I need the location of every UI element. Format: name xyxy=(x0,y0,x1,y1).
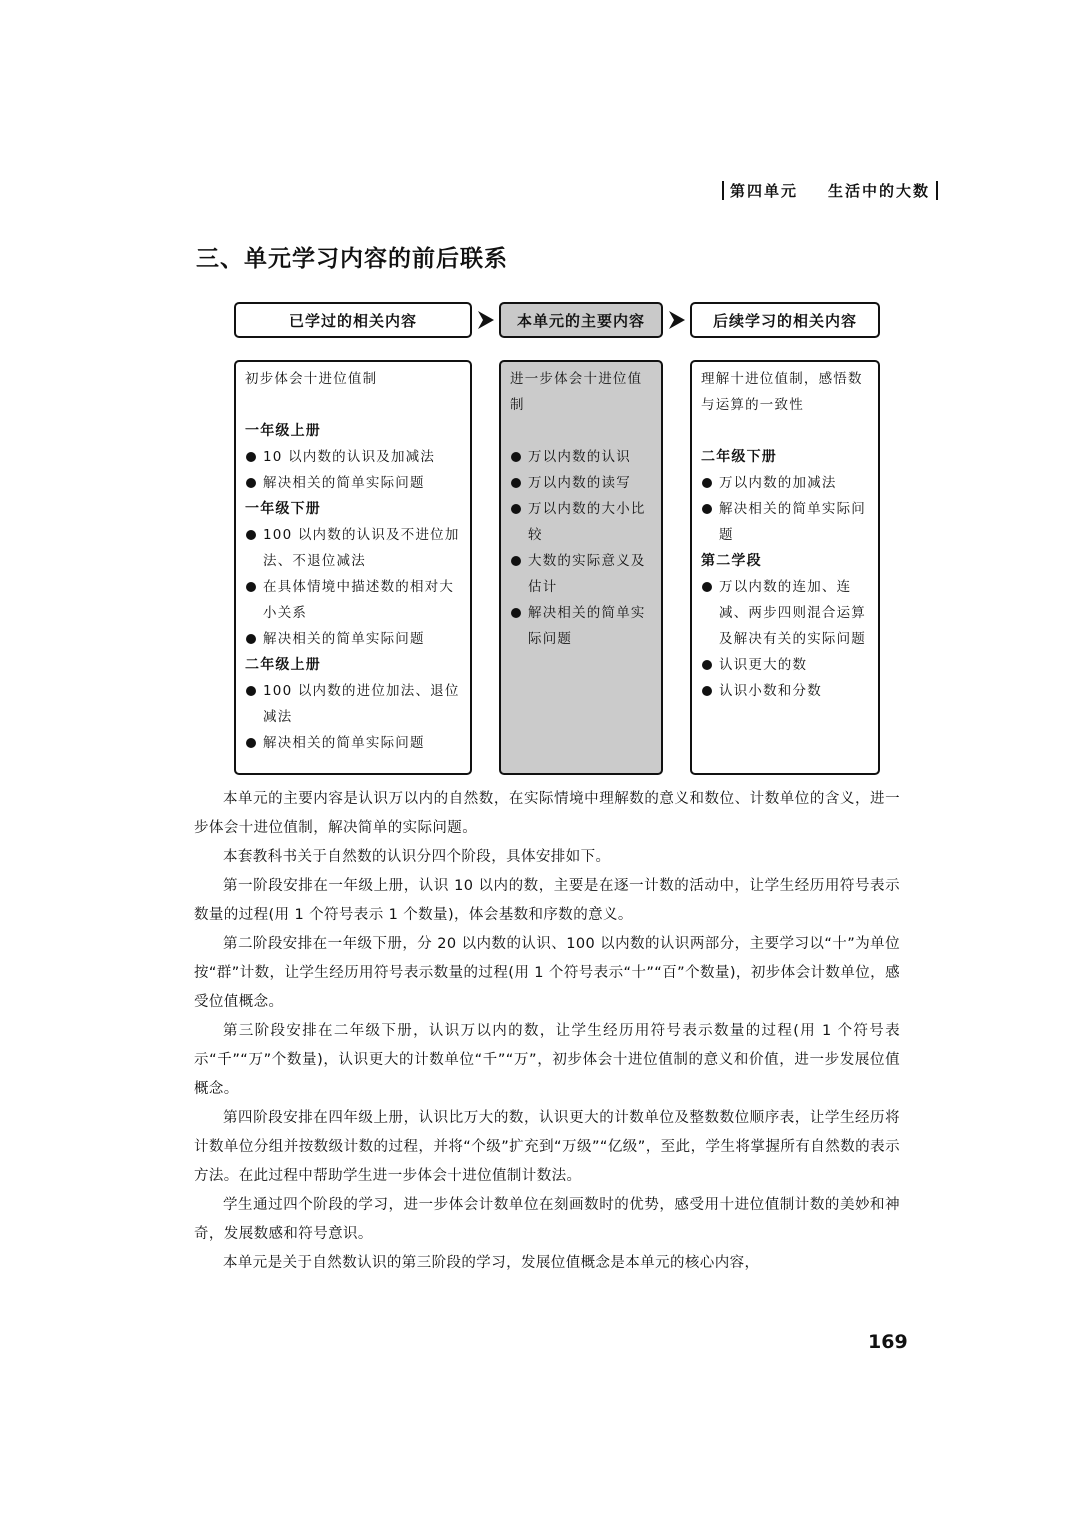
header-box-prior: 已学过的相关内容 xyxy=(234,302,472,338)
grade-heading: 二年级下册 xyxy=(701,449,777,465)
column-future xyxy=(690,360,880,775)
header-box-future: 后续学习的相关内容 xyxy=(690,302,880,338)
paragraph: 第四阶段安排在四年级上册，认识比万大的数，认识更大的计数单位及整数数位顺序表，让学生经历将计数单位分组并按数级计数的过程，并将“个级”扩充到“万级”“亿级”，至此，学生将掌握所有自然数的表示方法。在此过程中帮助学生进一步体会十进位值制计数法。 xyxy=(194,1110,900,1184)
column-list xyxy=(245,418,462,756)
list-item: 大数的实际意义及估计 xyxy=(510,548,653,600)
bullet-icon xyxy=(246,530,256,540)
grade-heading: 一年级上册 xyxy=(245,423,321,439)
bullet-icon xyxy=(246,582,256,592)
column-list xyxy=(510,444,653,652)
list-item: 10 以内数的认识及加减法 xyxy=(245,444,462,470)
list-item: 万以内数的认识 xyxy=(510,444,653,470)
list-item: 100 以内数的进位加法、退位减法 xyxy=(245,678,462,730)
bullet-icon xyxy=(246,452,256,462)
list-item: 解决相关的简单实际问题 xyxy=(245,470,462,496)
list-item: 认识更大的数 xyxy=(701,652,870,678)
bullet-icon xyxy=(511,504,521,514)
paragraph: 第二阶段安排在一年级下册，分 20 以内数的认识、100 以内数的认识两部分，主要学习以“十”为单位按“群”计数，让学生经历用符号表示数量的过程(用 1 个符号表示“十”“百”个数量)，初步体会计数单位，感受位值概念。 xyxy=(194,936,900,1010)
list-item: 万以内数的连加、连减、两步四则混合运算及解决有关的实际问题 xyxy=(701,574,870,652)
paragraph: 本单元的主要内容是认识万以内的自然数，在实际情境中理解数的意义和数位、计数单位的含义，进一步体会十进位值制，解决简单的实际问题。 xyxy=(194,791,900,836)
running-head-title: 生活中的大数 xyxy=(828,182,931,200)
running-head-right-rule xyxy=(936,181,938,200)
bullet-icon xyxy=(702,478,712,488)
list-item: 万以内数的大小比较 xyxy=(510,496,653,548)
section-title: 三、单元学习内容的前后联系 xyxy=(196,246,508,272)
body-text xyxy=(194,785,900,1278)
running-head-unit: 第四单元 xyxy=(730,182,799,200)
bullet-icon xyxy=(246,478,256,488)
grade-heading: 二年级上册 xyxy=(245,657,321,673)
bullet-icon xyxy=(511,478,521,488)
bullet-icon xyxy=(702,582,712,592)
paragraph: 本套教科书关于自然数的认识分四个阶段，具体安排如下。 xyxy=(223,849,611,865)
list-item: 解决相关的简单实际问题 xyxy=(245,730,462,756)
grade-heading: 第二学段 xyxy=(701,553,762,569)
paragraph: 第一阶段安排在一年级上册，认识 10 以内的数，主要是在逐一计数的活动中，让学生经历用符号表示数量的过程(用 1 个符号表示 1 个数量)，体会基数和序数的意义。 xyxy=(194,878,900,923)
list-item: 认识小数和分数 xyxy=(701,678,870,704)
arrow-right-icon xyxy=(666,309,688,331)
bullet-icon xyxy=(246,634,256,644)
bullet-icon xyxy=(511,452,521,462)
column-prior xyxy=(234,360,472,775)
header-box-current: 本单元的主要内容 xyxy=(499,302,663,338)
list-item: 解决相关的简单实际问题 xyxy=(701,496,870,548)
column-lead: 初步体会十进位值制 xyxy=(245,371,378,387)
page-number: 169 xyxy=(868,1331,908,1353)
column-list xyxy=(701,444,870,704)
running-head xyxy=(722,180,938,201)
bullet-icon xyxy=(511,556,521,566)
list-item: 解决相关的简单实际问题 xyxy=(510,600,653,652)
bullet-icon xyxy=(702,660,712,670)
column-lead: 理解十进位值制，感悟数与运算的一致性 xyxy=(701,371,863,413)
paragraph: 第三阶段安排在二年级下册，认识万以内的数，让学生经历用符号表示数量的过程(用 1 个符号表示“千”“万”个数量)，认识更大的计数单位“千”“万”，初步体会十进位值制的意义和价值，进一步发展位值概念。 xyxy=(194,1023,900,1097)
list-item: 解决相关的简单实际问题 xyxy=(245,626,462,652)
bullet-icon xyxy=(511,608,521,618)
list-item: 100 以内数的认识及不进位加法、不退位减法 xyxy=(245,522,462,574)
paragraph: 本单元是关于自然数认识的第三阶段的学习，发展位值概念是本单元的核心内容， xyxy=(223,1255,760,1271)
grade-heading: 一年级下册 xyxy=(245,501,321,517)
bullet-icon xyxy=(246,738,256,748)
paragraph: 学生通过四个阶段的学习，进一步体会计数单位在刻画数时的优势，感受用十进位值制计数的美妙和神奇，发展数感和符号意识。 xyxy=(194,1197,900,1242)
bullet-icon xyxy=(702,504,712,514)
list-item: 在具体情境中描述数的相对大小关系 xyxy=(245,574,462,626)
arrow-right-icon xyxy=(475,309,497,331)
bullet-icon xyxy=(702,686,712,696)
column-lead: 进一步体会十进位值制 xyxy=(510,371,643,413)
list-item: 万以内数的读写 xyxy=(510,470,653,496)
list-item: 万以内数的加减法 xyxy=(701,470,870,496)
column-current xyxy=(499,360,663,775)
bullet-icon xyxy=(246,686,256,696)
